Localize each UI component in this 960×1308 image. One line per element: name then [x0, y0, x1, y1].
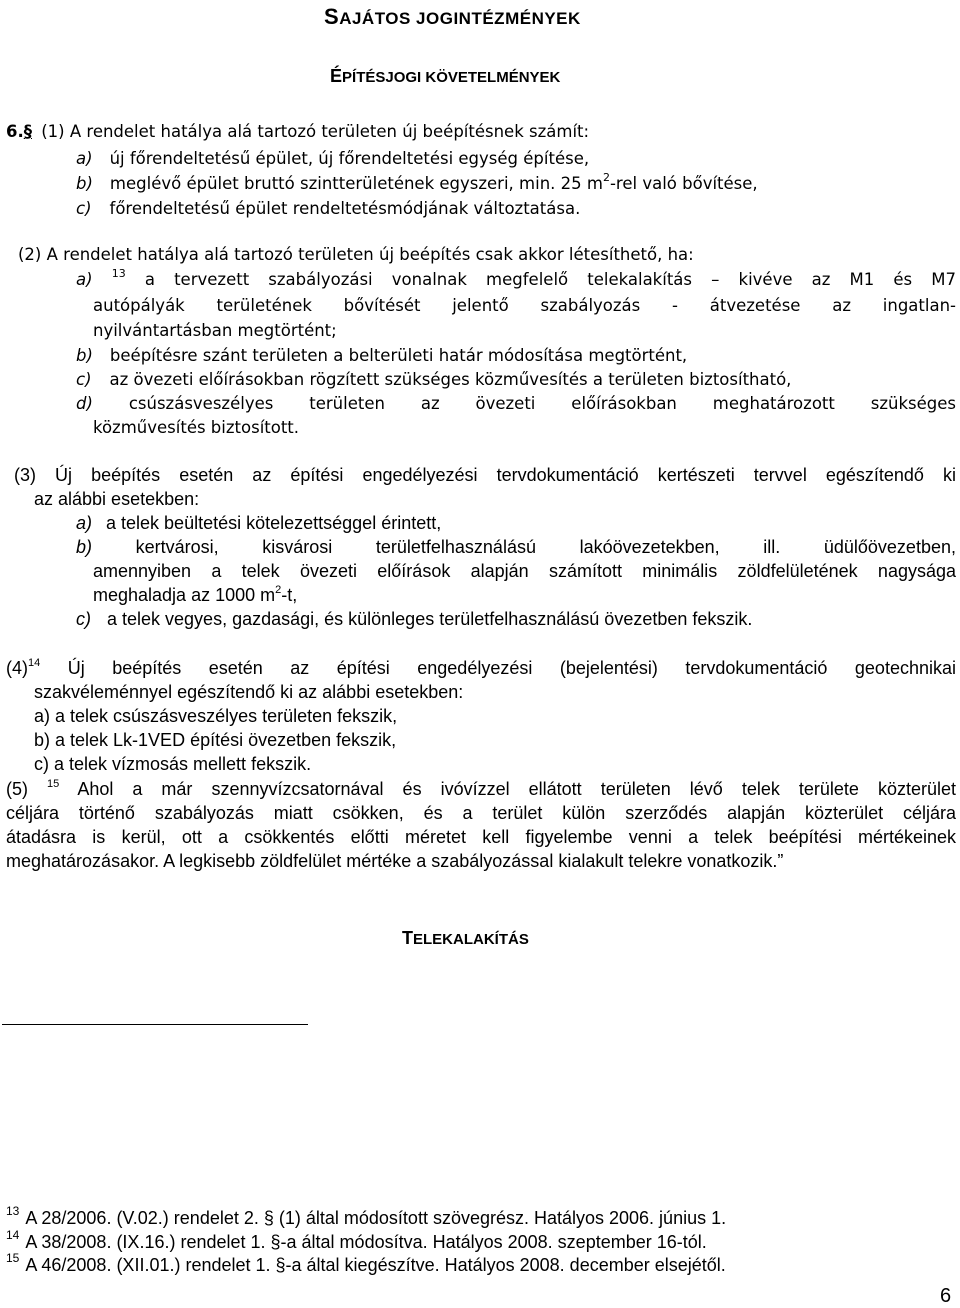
- list-item-c: c) a telek vegyes, gazdasági, és különleges területfelhasználású övezetben fekszik.: [76, 609, 753, 629]
- footnote-14: $^{14}$ A 38/2008. (IX.16.) rendelet 1. §-a által módosítva. Hatályos 2008. szeptember 16-tól.: [6, 1228, 707, 1252]
- list-item-b-line3: meghaladja az 1000 $m^2-t$,: [93, 584, 298, 605]
- list-item-a: a) a telek beültetési kötelezettséggel érintett,: [76, 513, 442, 533]
- list-item-c: c) a telek vízmosás mellett fekszik.: [34, 754, 312, 774]
- paragraph-5-line4: meghatározásakor. A legkisebb zöldfelület mértéke a szabályozással kialakult telekre vonatkozik.”: [6, 851, 784, 871]
- subsection-title: ÉPÍTÉSJOGI KÖVETELMÉNYEK: [330, 66, 561, 86]
- footnote-15: $^{15}$ A 46/2008. (XII.01.) rendelet 1. §-a által kiegészítve. Hatályos 2008. december elsejétől.: [6, 1251, 726, 1275]
- footnote-13: $^{13}$ A 28/2006. (V.02.) rendelet 2. § (1) által módosított szövegrész. Hatályos 2006. június 1.: [6, 1204, 727, 1228]
- section-title: SAJÁTOS JOGINTÉZMÉNYEK: [324, 4, 581, 29]
- paragraph-3-line2: az alábbi esetekben:: [34, 489, 200, 509]
- paragraph-4-line2: szakvéleménnyel egészítendő ki az alábbi esetekben:: [34, 682, 464, 702]
- list-item-c: c) az övezeti előírásokban rögzített szükséges közművesítés a területen biztosítható,: [76, 370, 792, 389]
- list-item-b: b) meglévő épület bruttó szintterületének egyszeri, min. 25 $m^2$-rel való bővítése,: [76, 171, 758, 193]
- page-number: 6: [940, 1285, 952, 1307]
- list-item-b: b) beépítésre szánt területen a belterületi határ módosítása megtörtént,: [76, 346, 688, 365]
- list-item-a: a) új főrendeltetésű épület, új főrendeltetési egység építése,: [76, 149, 590, 168]
- paragraph-5-line3: átadásra is kerül, ott a csökkentés előtti méretet kell figyelembe venni a telek beépítési mértékeinek: [6, 827, 956, 847]
- section-title-telekalakitas: TELEKALAKÍTÁS: [402, 928, 529, 948]
- list-item-a: a) a telek csúszásveszélyes területen fekszik,: [34, 706, 398, 726]
- paragraph-5-line1: (5) $^{15}$ Ahol a már szennyvízcsatornával és ivóvízzel ellátott területen lévő telek területe közterület: [6, 778, 956, 799]
- paragraph-3-line1: (3) Új beépítés esetén az építési engedélyezési tervdokumentáció kertészeti tervvel egészítendő ki: [14, 465, 956, 485]
- footnote-separator: [2, 1024, 308, 1025]
- paragraph-4-line1: $(4)^{14}$ Új beépítés esetén az építési engedélyezési (bejelentési) tervdokumentáció geotechnikai: [6, 657, 956, 678]
- list-item-c: c) főrendeltetésű épület rendeltetésmódjának változtatása.: [76, 199, 581, 218]
- list-item-b-line1: b) kertvárosi, kisvárosi területfelhasználású lakóövezetekben, ill. üdülőövezetben,: [76, 537, 956, 557]
- paragraph-2-intro: (2) A rendelet hatálya alá tartozó területen új beépítés csak akkor létesíthető, ha:: [18, 245, 694, 264]
- list-item-d-line2: közművesítés biztosított.: [93, 418, 300, 437]
- list-item-d-line1: d) csúszásveszélyes területen az övezeti előírásokban meghatározott szükséges: [76, 394, 956, 413]
- list-item-b: b) a telek Lk-1VED építési övezetben fekszik,: [34, 730, 397, 750]
- list-item-a-line2: autópályák területének bővítését jelentő szabályozás - átvezetése az ingatlan-: [93, 296, 956, 315]
- list-item-a-line3: nyilvántartásban megtörtént;: [93, 321, 337, 340]
- list-item-a-line1: a) $^{13}$ a tervezett szabályozási vonalnak megfelelő telekalakítás – kivéve az M1 és M7: [76, 267, 957, 289]
- list-item-b-line2: amennyiben a telek övezeti előírások alapján számított minimális zöldfelületének nagysága: [93, 561, 956, 581]
- paragraph-5-line2: céljára történő szabályozás miatt csökken, és a terület külön szerződés alapján közterület céljára: [6, 803, 956, 823]
- paragraph-6-intro: 6.§ (1) A rendelet hatálya alá tartozó területen új beépítésnek számít:: [6, 122, 590, 141]
